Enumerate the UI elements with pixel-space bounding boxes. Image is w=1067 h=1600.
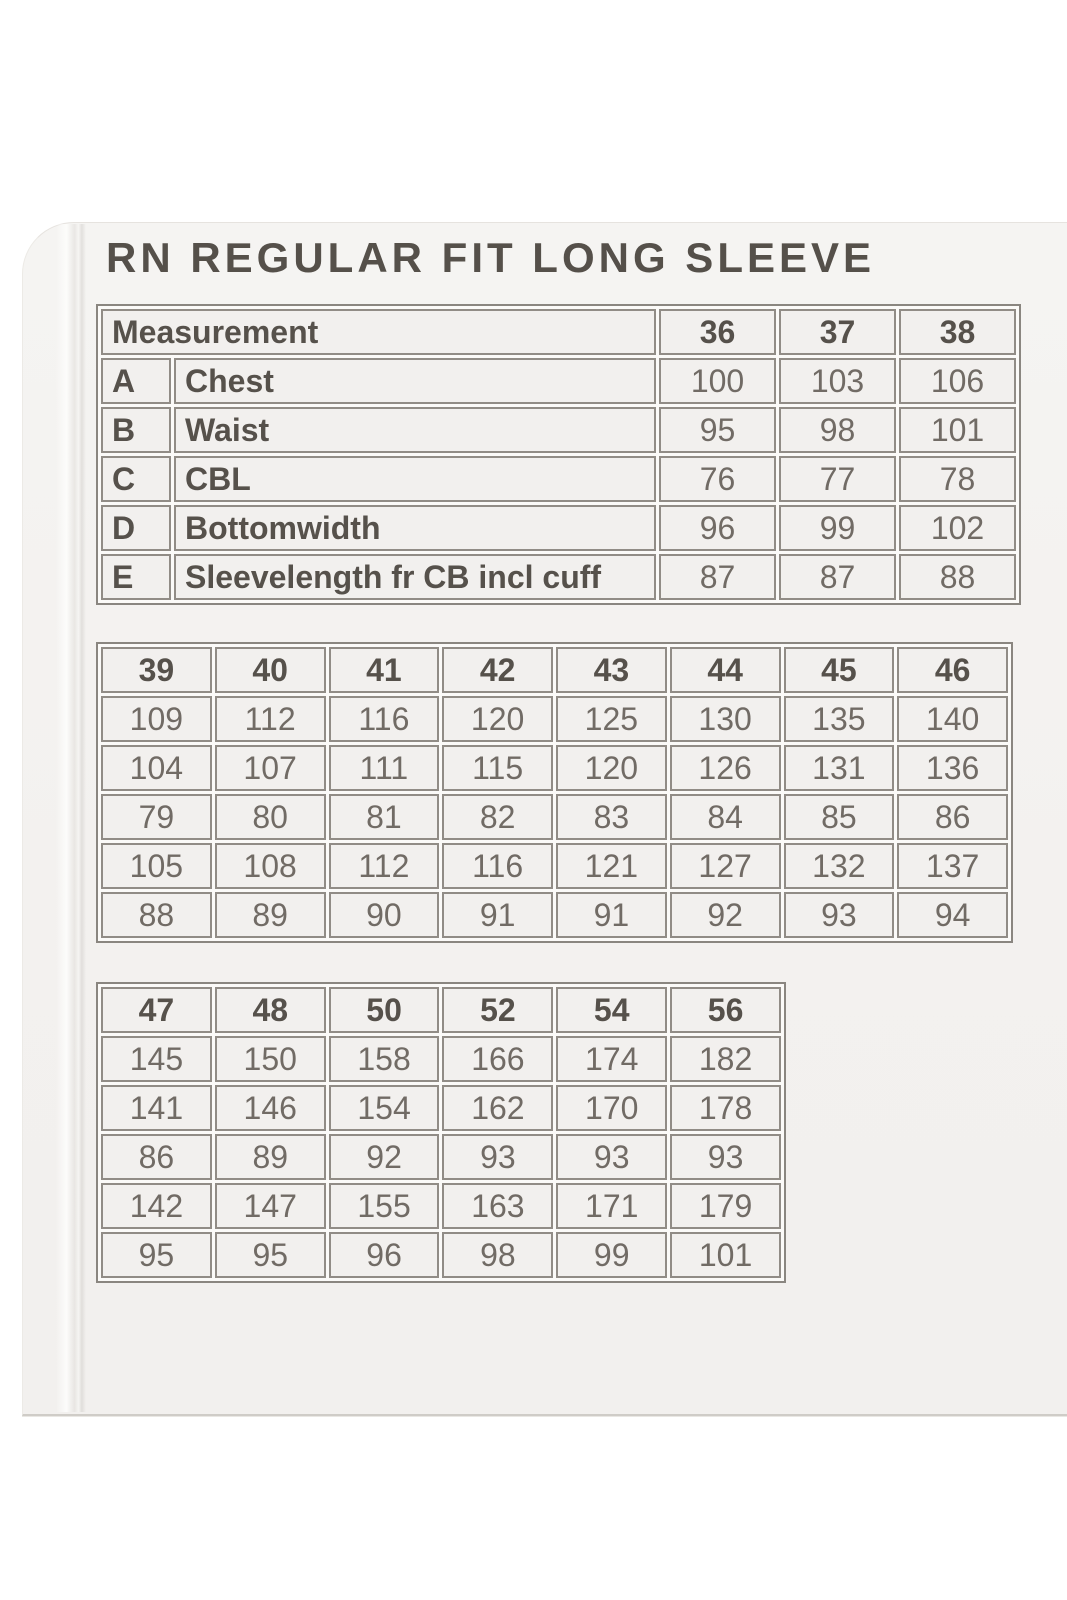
measurement-value-cell: 182 — [670, 1036, 781, 1082]
measurement-key-cell: A — [101, 358, 171, 404]
size-header-cell: 44 — [670, 647, 781, 693]
measurement-value-cell: 93 — [442, 1134, 553, 1180]
measurement-value-cell: 142 — [101, 1183, 212, 1229]
measurement-value-cell: 86 — [101, 1134, 212, 1180]
size-header-cell: 54 — [556, 987, 667, 1033]
table-row — [101, 407, 1016, 453]
measurement-value-cell: 127 — [670, 843, 781, 889]
measurement-value-cell: 91 — [442, 892, 553, 938]
size-header-cell: 47 — [101, 987, 212, 1033]
size-header-cell: 40 — [215, 647, 326, 693]
table-row — [101, 1085, 781, 1131]
table-row — [101, 554, 1016, 600]
measurement-value-cell: 101 — [899, 407, 1016, 453]
measurement-value-cell: 126 — [670, 745, 781, 791]
measurement-value-cell: 92 — [670, 892, 781, 938]
measurement-value-cell: 154 — [329, 1085, 440, 1131]
measurement-key-cell: E — [101, 554, 171, 600]
measurement-value-cell: 147 — [215, 1183, 326, 1229]
size-header-cell: 38 — [899, 309, 1016, 355]
size-header-cell: 39 — [101, 647, 212, 693]
table-row — [101, 1036, 781, 1082]
measurement-key-cell: C — [101, 456, 171, 502]
size-header-cell: 52 — [442, 987, 553, 1033]
measurement-value-cell: 87 — [779, 554, 896, 600]
measurement-value-cell: 81 — [329, 794, 440, 840]
size-table-39-46 — [96, 642, 1013, 943]
measurement-value-cell: 121 — [556, 843, 667, 889]
measurement-value-cell: 95 — [101, 1232, 212, 1278]
measurement-value-cell: 86 — [897, 794, 1008, 840]
measurement-value-cell: 89 — [215, 892, 326, 938]
size-table-47-56 — [96, 982, 786, 1283]
table-row — [101, 843, 1008, 889]
measurement-value-cell: 179 — [670, 1183, 781, 1229]
size-header-cell: 37 — [779, 309, 896, 355]
measurement-value-cell: 104 — [101, 745, 212, 791]
measurement-value-cell: 95 — [215, 1232, 326, 1278]
measurement-value-cell: 132 — [784, 843, 895, 889]
table-row — [101, 456, 1016, 502]
size-header-cell: 42 — [442, 647, 553, 693]
measurement-value-cell: 166 — [442, 1036, 553, 1082]
size-header-cell: 46 — [897, 647, 1008, 693]
measurement-value-cell: 178 — [670, 1085, 781, 1131]
measurement-value-cell: 84 — [670, 794, 781, 840]
measurement-value-cell: 95 — [659, 407, 776, 453]
measurement-value-cell: 112 — [215, 696, 326, 742]
measurement-value-cell: 87 — [659, 554, 776, 600]
measurement-value-cell: 109 — [101, 696, 212, 742]
measurement-value-cell: 135 — [784, 696, 895, 742]
measurement-value-cell: 116 — [442, 843, 553, 889]
measurement-value-cell: 93 — [556, 1134, 667, 1180]
measurement-value-cell: 100 — [659, 358, 776, 404]
measurement-value-cell: 96 — [329, 1232, 440, 1278]
measurement-value-cell: 112 — [329, 843, 440, 889]
size-table-36-38 — [96, 304, 1021, 605]
table-header-row — [101, 309, 1016, 355]
measurement-value-cell: 163 — [442, 1183, 553, 1229]
measurement-value-cell: 85 — [784, 794, 895, 840]
measurement-value-cell: 125 — [556, 696, 667, 742]
measurement-value-cell: 78 — [899, 456, 1016, 502]
measurement-value-cell: 96 — [659, 505, 776, 551]
size-header-cell: 36 — [659, 309, 776, 355]
measurement-header-cell: Measurement — [101, 309, 656, 355]
measurement-value-cell: 98 — [442, 1232, 553, 1278]
measurement-key-cell: D — [101, 505, 171, 551]
measurement-value-cell: 130 — [670, 696, 781, 742]
measurement-value-cell: 146 — [215, 1085, 326, 1131]
table-row — [101, 358, 1016, 404]
measurement-label-cell: Bottomwidth — [174, 505, 656, 551]
measurement-label-cell: CBL — [174, 456, 656, 502]
page-title: RN REGULAR FIT LONG SLEEVE — [106, 234, 876, 281]
measurement-value-cell: 99 — [556, 1232, 667, 1278]
table-header-row — [101, 647, 1008, 693]
measurement-value-cell: 106 — [899, 358, 1016, 404]
measurement-label-cell: Chest — [174, 358, 656, 404]
measurement-value-cell: 88 — [101, 892, 212, 938]
measurement-value-cell: 91 — [556, 892, 667, 938]
measurement-value-cell: 102 — [899, 505, 1016, 551]
measurement-value-cell: 77 — [779, 456, 896, 502]
measurement-value-cell: 174 — [556, 1036, 667, 1082]
measurement-value-cell: 108 — [215, 843, 326, 889]
measurement-value-cell: 88 — [899, 554, 1016, 600]
measurement-value-cell: 111 — [329, 745, 440, 791]
measurement-value-cell: 92 — [329, 1134, 440, 1180]
measurement-value-cell: 98 — [779, 407, 896, 453]
table-row — [101, 1232, 781, 1278]
measurement-value-cell: 140 — [897, 696, 1008, 742]
measurement-value-cell: 116 — [329, 696, 440, 742]
table-row — [101, 696, 1008, 742]
measurement-value-cell: 115 — [442, 745, 553, 791]
measurement-value-cell: 141 — [101, 1085, 212, 1131]
measurement-value-cell: 80 — [215, 794, 326, 840]
measurement-value-cell: 94 — [897, 892, 1008, 938]
measurement-value-cell: 101 — [670, 1232, 781, 1278]
measurement-value-cell: 171 — [556, 1183, 667, 1229]
measurement-value-cell: 107 — [215, 745, 326, 791]
table-row — [101, 505, 1016, 551]
measurement-value-cell: 93 — [670, 1134, 781, 1180]
measurement-value-cell: 137 — [897, 843, 1008, 889]
table-row — [101, 1134, 781, 1180]
size-header-cell: 41 — [329, 647, 440, 693]
table-row — [101, 794, 1008, 840]
size-header-cell: 43 — [556, 647, 667, 693]
measurement-value-cell: 158 — [329, 1036, 440, 1082]
table-row — [101, 892, 1008, 938]
measurement-value-cell: 103 — [779, 358, 896, 404]
measurement-value-cell: 150 — [215, 1036, 326, 1082]
measurement-value-cell: 145 — [101, 1036, 212, 1082]
size-header-cell: 50 — [329, 987, 440, 1033]
measurement-value-cell: 136 — [897, 745, 1008, 791]
measurement-label-cell: Waist — [174, 407, 656, 453]
measurement-value-cell: 162 — [442, 1085, 553, 1131]
table-row — [101, 1183, 781, 1229]
table-row — [101, 745, 1008, 791]
measurement-value-cell: 83 — [556, 794, 667, 840]
measurement-key-cell: B — [101, 407, 171, 453]
measurement-value-cell: 105 — [101, 843, 212, 889]
measurement-value-cell: 120 — [442, 696, 553, 742]
measurement-value-cell: 82 — [442, 794, 553, 840]
measurement-value-cell: 93 — [784, 892, 895, 938]
table-header-row — [101, 987, 781, 1033]
measurement-value-cell: 79 — [101, 794, 212, 840]
size-header-cell: 56 — [670, 987, 781, 1033]
measurement-value-cell: 89 — [215, 1134, 326, 1180]
measurement-value-cell: 170 — [556, 1085, 667, 1131]
measurement-value-cell: 90 — [329, 892, 440, 938]
measurement-value-cell: 131 — [784, 745, 895, 791]
measurement-value-cell: 155 — [329, 1183, 440, 1229]
size-header-cell: 48 — [215, 987, 326, 1033]
size-header-cell: 45 — [784, 647, 895, 693]
measurement-value-cell: 120 — [556, 745, 667, 791]
measurement-value-cell: 76 — [659, 456, 776, 502]
measurement-label-cell: Sleevelength fr CB incl cuff — [174, 554, 656, 600]
measurement-value-cell: 99 — [779, 505, 896, 551]
